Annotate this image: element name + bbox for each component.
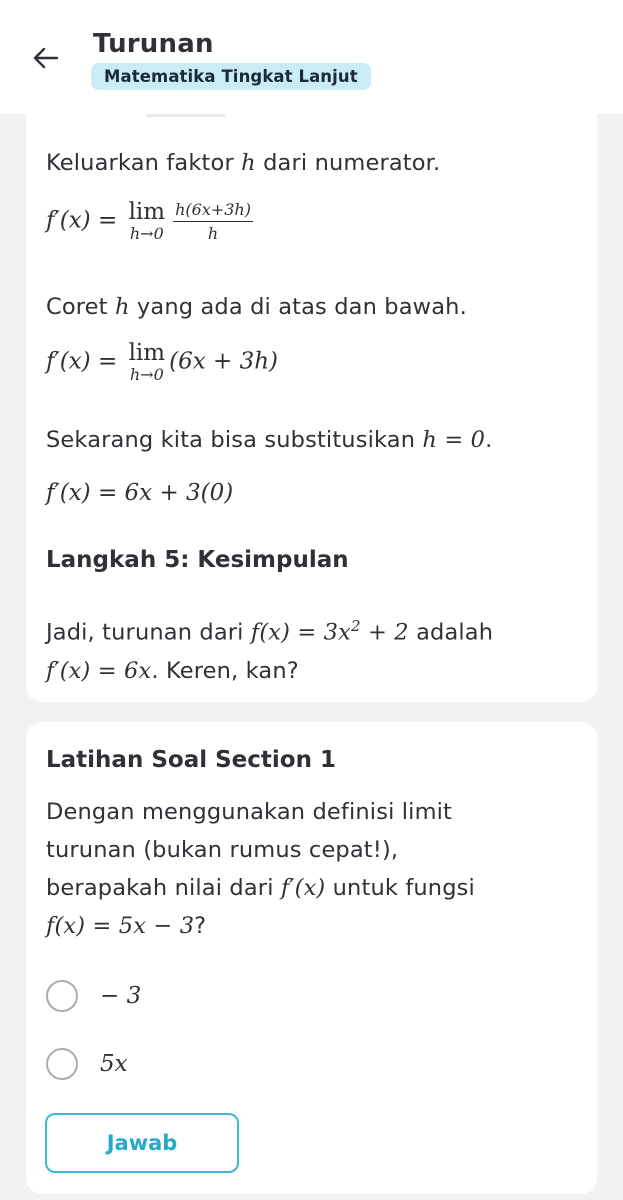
radio-button[interactable]: [46, 1048, 78, 1080]
equation-limit-simplified: f′(x) = lim h→0 (6x + 3h): [46, 340, 278, 384]
equation-substituted: f′(x) = 6x + 3(0): [46, 480, 234, 506]
top-app-bar: [0, 0, 623, 114]
equation-limit-fraction: f′(x) = lim h→0 $\frac{h(6x+3h)}{h}$: [46, 199, 251, 243]
factor-instruction: Keluarkan faktor h dari numerator.: [46, 150, 441, 176]
question-text: Dengan menggunakan definisi limit turunan (bukan rumus cepat!), berapakah nilai dari f′(x) untuk fungsi f(x) = 5x − 3?: [46, 799, 475, 939]
exercise-heading: Latihan Soal Section 1: [46, 747, 336, 773]
submit-answer-button[interactable]: Jawab: [45, 1113, 239, 1173]
page-title: Turunan: [93, 29, 214, 59]
option-2[interactable]: [46, 1048, 128, 1080]
exercise-card: [26, 722, 597, 1194]
clipped-content: [146, 114, 226, 117]
back-button[interactable]: [26, 38, 66, 78]
radio-button[interactable]: [46, 980, 78, 1012]
conclusion-text: Jadi, turunan dari $f(x) = 3x^2 + 2$ adalah f′(x) = 6x. Keren, kan?: [46, 617, 494, 684]
course-badge: Matematika Tingkat Lanjut: [91, 63, 371, 90]
cancel-instruction: Coret h yang ada di atas dan bawah.: [46, 294, 467, 320]
limit-operator: lim h→0: [128, 340, 166, 384]
option-label: − 3: [100, 983, 142, 1009]
fraction: $\frac{h(6x+3h)}{h}$: [175, 200, 251, 243]
explanation-card: [26, 100, 597, 702]
option-label: 5x: [100, 1051, 128, 1077]
limit-operator: lim h→0: [128, 199, 166, 243]
arrow-left-icon: [33, 47, 59, 69]
option-1[interactable]: [46, 980, 141, 1012]
step-heading: Langkah 5: Kesimpulan: [46, 547, 349, 573]
substitute-instruction: Sekarang kita bisa substitusikan h = 0.: [46, 427, 493, 453]
